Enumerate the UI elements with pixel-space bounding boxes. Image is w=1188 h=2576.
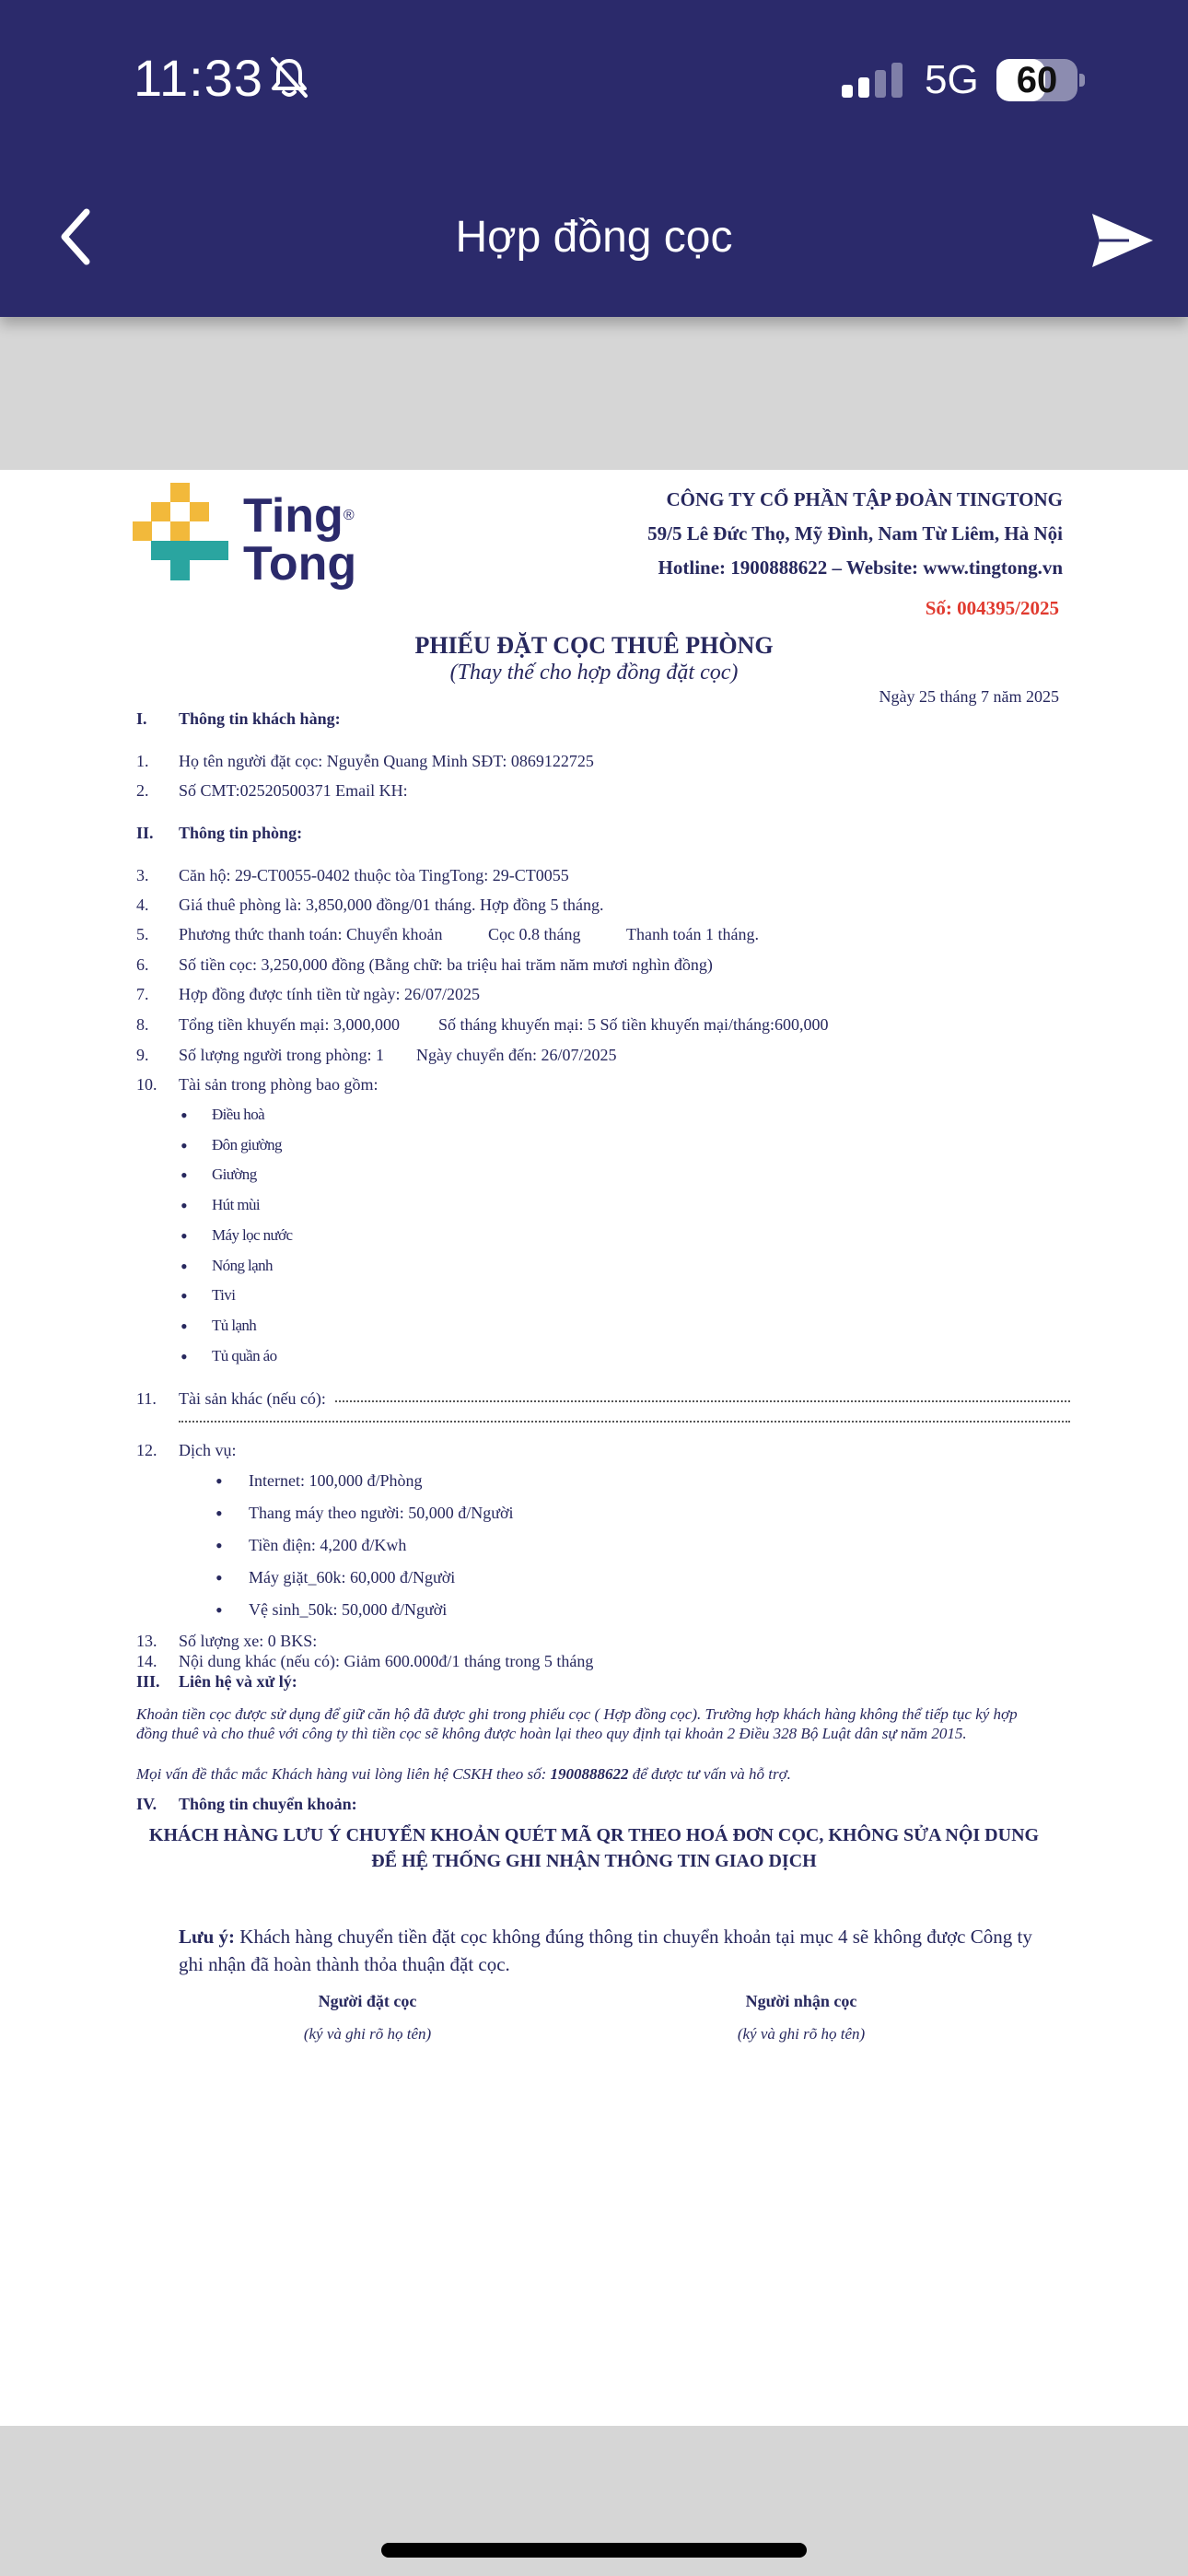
app-header: [0, 0, 1188, 317]
service-item: • Tiền điện: 4,200 đ/Kwh: [249, 1536, 406, 1555]
receiver-sign-hint: (ký và ghi rõ họ tên): [737, 2025, 866, 2043]
battery-nub: [1079, 74, 1085, 87]
home-indicator[interactable]: [381, 2543, 807, 2558]
note: Lưu ý: Khách hàng chuyển tiền đặt cọc không đúng thông tin chuyển khoản tại mục 4 sẽ không được Công ty ghi nhận đã hoàn thành thỏa thuận đặt cọc.: [179, 1926, 1032, 1975]
logo-word-2: Tong: [243, 537, 357, 591]
receiver-label: Người nhận cọc: [745, 1992, 857, 2010]
cellular-signal-icon: [842, 63, 906, 106]
company-name: CÔNG TY CỔ PHẦN TẬP ĐOÀN TINGTONG: [666, 488, 1063, 510]
silent-bell-icon: [269, 55, 309, 104]
dotted-line: [179, 1421, 1070, 1423]
send-icon[interactable]: [1092, 214, 1153, 272]
depositor-label: Người đặt cọc: [318, 1992, 417, 2010]
company-contact: Hotline: 1900888622 – Website: www.tingtong.vn: [658, 556, 1063, 579]
service-item: • Vệ sinh_50k: 50,000 đ/Người: [249, 1600, 447, 1620]
service-item: • Thang máy theo người: 50,000 đ/Người: [249, 1504, 514, 1523]
tingtong-logo-icon: [133, 483, 234, 598]
depositor-sign-hint: (ký và ghi rõ họ tên): [303, 2025, 432, 2043]
status-time: 11:33: [134, 49, 263, 107]
document-subtitle: (Thay thế cho hợp đồng đặt cọc): [449, 661, 739, 685]
service-item: • Máy giặt_60k: 60,000 đ/Người: [249, 1568, 455, 1587]
asset-item: • Tủ lạnh: [212, 1317, 256, 1335]
document-number: Số: 004395/2025: [925, 597, 1059, 619]
contact-text: Mọi vấn đề thắc mắc Khách hàng vui lòng liên hệ CSKH theo số: 1900888622 để được tư vấn và hỗ trợ.: [136, 1765, 791, 1783]
asset-item: • Tivi: [212, 1286, 235, 1305]
logo-wordmark: Ting® Tong: [243, 489, 357, 591]
document-date: Ngày 25 tháng 7 năm 2025: [879, 687, 1059, 706]
legal-text: Khoản tiền cọc được sử dụng để giữ căn hộ đã được ghi trong phiếu cọc ( Hợp đồng cọc). Trường hợp khách hàng không thể tiếp tục ký hợp đồng thuê và cho thuê với công ty thì tiền cọc sẽ không được hoàn lại theo quy định tại khoản 2 Điều 328 Bộ Luật dân sự năm 2015.: [136, 1705, 1018, 1742]
asset-item: • Máy lọc nước: [212, 1226, 292, 1245]
asset-item: • Hút mùi: [212, 1196, 260, 1214]
battery-icon: [996, 59, 1077, 101]
page-title: Hợp đồng cọc: [455, 213, 733, 262]
asset-item: • Đôn giường: [212, 1136, 282, 1154]
transfer-notice: KHÁCH HÀNG LƯU Ý CHUYỂN KHOẢN QUÉT MÃ QR THEO HOÁ ĐƠN CỌC, KHÔNG SỬA NỘI DUNG ĐỂ HỆ THỐNG GHI NHẬN THÔNG TIN GIAO DỊCH: [148, 1825, 1040, 1871]
asset-item: • Nóng lạnh: [212, 1257, 273, 1275]
contract-document: Ting® Tong CÔNG TY CỔ PHẦN TẬP ĐOÀN TINGTONG 59/5 Lê Đức Thọ, Mỹ Đình, Nam Từ Liêm, Hà Nội Hotline: 1900888622 – Website: www.tingtong.vn Số: 004395/2025 PHIẾU ĐẶT CỌC THUÊ PHÒNG (Thay thế cho hợp đồng đặt cọc) Ngày 25 tháng 7 năm 2025 I. Thông tin khách hàng: 1. Họ tên người đặt cọc: Nguyễn Quang Minh SĐT: 0869122725 2. Số CMT:02520500371 Email KH: II. Thông tin phòng: 3. Căn hộ: 29-CT0055-0402 thuộc tòa TingTong: 29-CT0055 4. Giá thuê phòng là: 3,850,000 đồng/01 tháng. Hợp đồng 5 tháng. 5. Phương thức thanh toán: Chuyển khoản Cọc 0.8 tháng Thanh toán 1 tháng. 6. Số tiền cọc: 3,250,000 đồng (Bằng chữ: ba triệu hai trăm năm mươi nghìn đồng) 7. Hợp đồng được tính tiền từ ngày: 26/07/2025 8. Tổng tiền khuyến mại: 3,000,000 Số tháng khuyến mại: 5 Số tiền khuyến mại/tháng:600,000 9. Số lượng người trong phòng: 1 Ngày chuyển đến: 26/07/2025 10. Tài sản trong phòng bao gồm: • Điều hoà • Đôn giường • Giường • Hút mùi • Máy lọc nước • Nóng lạnh • Tivi • Tủ lạnh • Tủ quần áo 11. Tài sản khác (nếu có): 12. Dịch vụ: • Internet: 100,000 đ/Phòng • Thang máy theo người: 50,000 đ/Người • Tiền điện: 4,200 đ/Kwh • Máy giặt_60k: 60,000 đ/Người • Vệ sinh_50k: 50,000 đ/Người 13. Số lượng xe: 0 BKS: 14. Nội dung khác (nếu có): Giảm 600.000đ/1 tháng trong 5 tháng III. Liên hệ và xử lý: Khoản tiền cọc được sử dụng để giữ căn hộ đã được ghi trong phiếu cọc ( Hợp đồng cọc). Trường hợp khách hàng không thể tiếp tục ký hợp đồng thuê và cho thuê với công ty thì tiền cọc sẽ không được hoàn lại theo quy định tại khoản 2 Điều 328 Bộ Luật dân sự năm 2015. Mọi vấn đề thắc mắc Khách hàng vui lòng liên hệ CSKH theo số: 1900888622 để được tư vấn và hỗ trợ. IV. Thông tin chuyển khoản: KHÁCH HÀNG LƯU Ý CHUYỂN KHOẢN QUÉT MÃ QR THEO HOÁ ĐƠN CỌC, KHÔNG SỬA NỘI DUNG ĐỂ HỆ THỐNG GHI NHẬN THÔNG TIN GIAO DỊCH Lưu ý: Khách hàng chuyển tiền đặt cọc không đúng thông tin chuyển khoản tại mục 4 sẽ không được Công ty ghi nhận đã hoàn thành thỏa thuận đặt cọc. Người đặt cọc Người nhận cọc (ký và ghi rõ họ tên) (ký và ghi rõ họ tên): [0, 470, 1188, 2426]
document-title: PHIẾU ĐẶT CỌC THUÊ PHÒNG: [414, 632, 774, 659]
asset-item: • Tủ quần áo: [212, 1347, 276, 1365]
service-item: • Internet: 100,000 đ/Phòng: [249, 1471, 422, 1491]
battery-level: 60: [1016, 60, 1058, 100]
dotted-line: [335, 1400, 1070, 1402]
asset-item: • Điều hoà: [212, 1106, 264, 1124]
logo-word-1: Ting: [243, 489, 344, 543]
asset-item: • Giường: [212, 1165, 257, 1184]
network-type: 5G: [925, 57, 979, 102]
company-address: 59/5 Lê Đức Thọ, Mỹ Đình, Nam Từ Liêm, Hà Nội: [647, 522, 1063, 544]
